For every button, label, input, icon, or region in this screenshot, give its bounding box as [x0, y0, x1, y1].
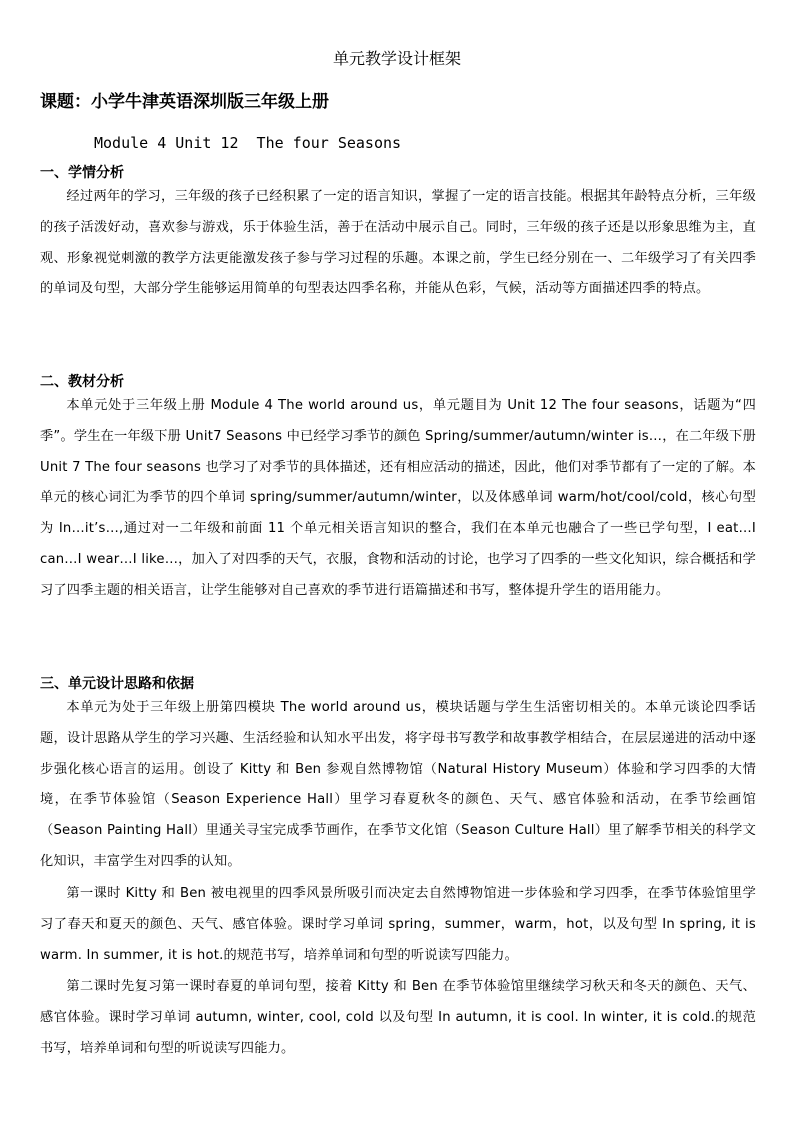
paragraph-design-rationale: 本单元为处于三年级上册第四模块 The world around us，模块话题与学生生活密切相关的。本单元谈论四季话题，设计思路从学生的学习兴趣、生活经验和认知水平出发，将字母书写教学和故事教学相结合，在层层递进的活动中逐步强化核心语言的运用。创设了 Kitty 和 Ben 参观自然博物馆（Natural History Museum）体验和学习四季的大情境，在季节体验馆（Season Experience Hall）里学习春夏秋冬的颜色、天气、感官体验和活动，在季节绘画馆（Season Painting Hall）里通关寻宝完成季节画作，在季节文化馆（Season Culture Hall）里了解季节相关的科学文化知识，丰富学生对四季的认知。 [40, 700, 756, 869]
course-title: 课题：小学牛津英语深圳版三年级上册 [40, 92, 329, 112]
section-heading-learner-analysis: 一、学情分析 [40, 165, 124, 181]
module-unit-line: Module 4 Unit 12 The four Seasons [94, 134, 402, 152]
paragraph-learner-analysis: 经过两年的学习，三年级的孩子已经积累了一定的语言知识，掌握了一定的语言技能。根据其年龄特点分析，三年级的孩子活泼好动，喜欢参与游戏，乐于体验生活，善于在活动中展示自己。同时，三年级的孩子还是以形象思维为主，直观、形象视觉刺激的教学方法更能激发孩子参与学习过程的乐趣。本课之前，学生已经分别在一、二年级学习了有关四季的单词及句型，大部分学生能够运用简单的句型表达四季名称，并能从色彩，气候，活动等方面描述四季的特点。 [40, 189, 756, 297]
document-title: 单元教学设计框架 [332, 49, 461, 68]
section-heading-design-rationale: 三、单元设计思路和依据 [40, 676, 194, 692]
paragraph-material-analysis: 本单元处于三年级上册 Module 4 The world around us，单元题目为 Unit 12 The four seasons，话题为“四季”。学生在一年级下册 Unit7 Seasons 中已经学习季节的颜色 Spring/summer/autumn/winter is…，在二年级下册 Unit 7 The four seasons 也学习了对季节的具体描述，还有相应活动的描述，因此，他们对季节都有了一定的了解。本单元的核心词汇为季节的四个单词 spring/summer/autumn/winter，以及体感单词 warm/hot/cool/cold，核心句型为 In…it’s…,通过对一二年级和前面 11 个单元相关语言知识的整合，我们在本单元也融合了一些已学句型，I eat…I can…I wear…I like…，加入了对四季的天气，衣服，食物和活动的讨论，也学习了四季的一些文化知识，综合概括和学习了四季主题的相关语言，让学生能够对自己喜欢的季节进行语篇描述和书写，整体提升学生的语用能力。 [40, 398, 756, 598]
paragraph-lesson-one: 第一课时 Kitty 和 Ben 被电视里的四季风景所吸引而决定去自然博物馆进一步体验和学习四季，在季节体验馆里学习了春天和夏天的颜色、天气、感官体验。课时学习单词 spring，summer，warm，hot，以及句型 In spring, it is warm. In summer, it is hot.的规范书写，培养单词和句型的听说读写四能力。 [40, 886, 756, 963]
section-heading-material-analysis: 二、教材分析 [40, 374, 124, 390]
paragraph-lesson-two: 第二课时先复习第一课时春夏的单词句型，接着 Kitty 和 Ben 在季节体验馆里继续学习秋天和冬天的颜色、天气、感官体验。课时学习单词 autumn, winter, cool, cold 以及句型 In autumn, it is cool. In winter, it is cold.的规范书写，培养单词和句型的听说读写四能力。 [40, 979, 756, 1056]
